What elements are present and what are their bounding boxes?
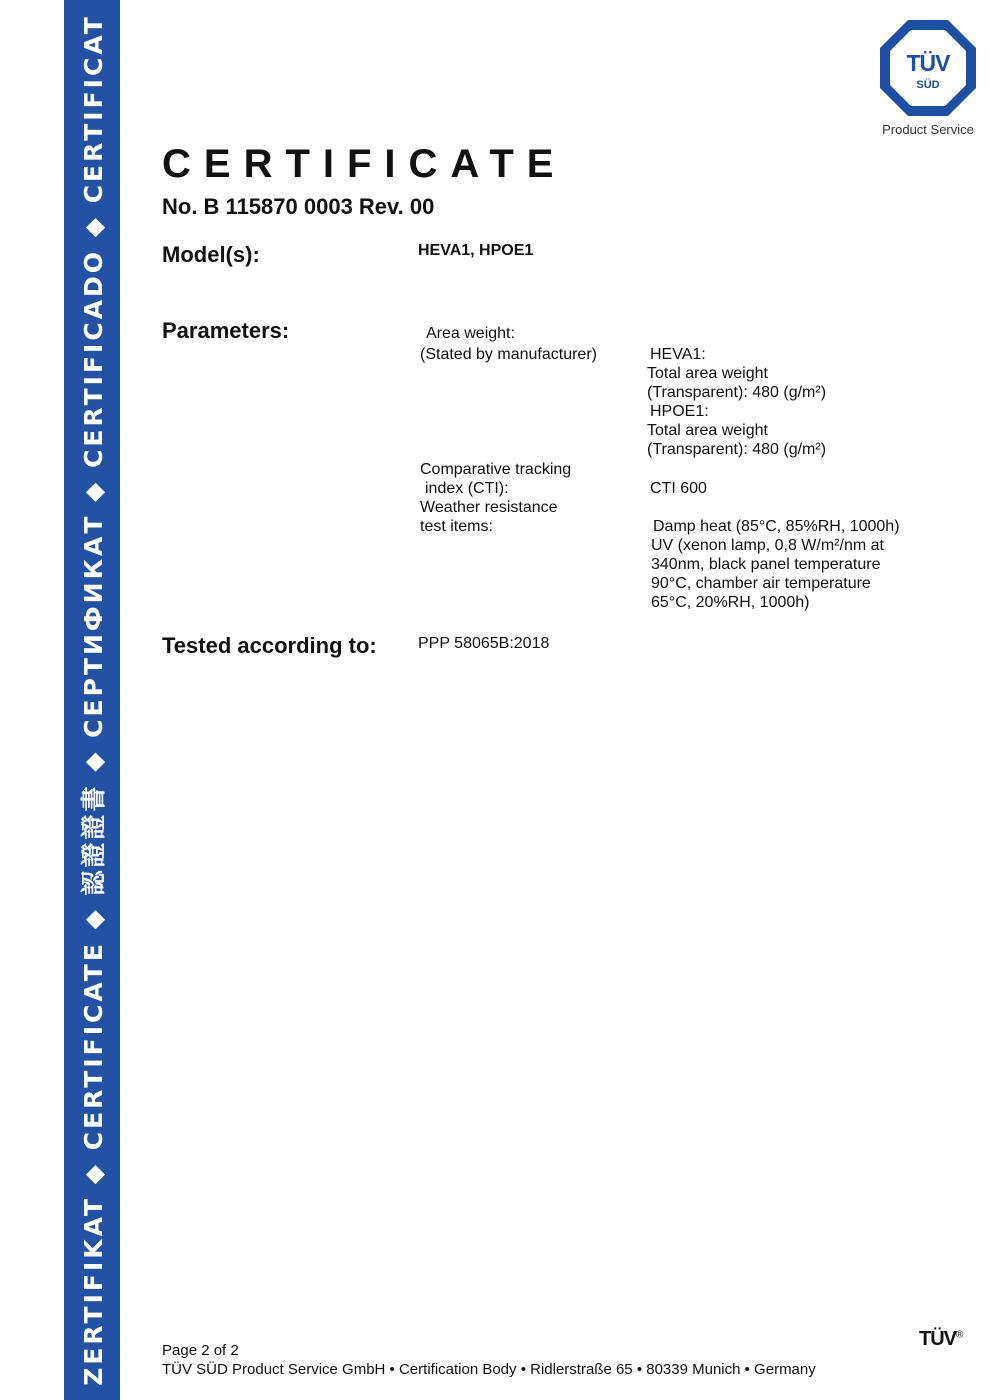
certificate-number: No. B 115870 0003 Rev. 00: [162, 194, 435, 219]
weather-value-line-2: UV (xenon lamp, 0,8 W/m²/nm at: [651, 537, 884, 554]
footer-tuv-mark: [919, 1328, 962, 1351]
weather-value-line-4: 90°C, chamber air temperature: [651, 575, 871, 592]
weather-label-line-2: test items:: [420, 518, 493, 535]
area-weight-value-line-3: (Transparent): 480 (g/m²): [647, 384, 827, 401]
logo-brand-text: TÜV: [906, 50, 950, 76]
page-number: Page 2 of 2: [162, 1342, 239, 1359]
area-weight-value-line-6: (Transparent): 480 (g/m²): [647, 441, 827, 458]
cti-label-line-2: index (CTI):: [425, 480, 509, 497]
area-weight-value-line-1: HEVA1:: [650, 346, 706, 363]
side-band-text: ZERTIFIKAT ◆ CERTIFICATE ◆ 認證證書 ◆ СЕРТИФИКАТ ◆ CERTIFICADO ◆ CERTIFICAT: [79, 14, 108, 1386]
logo-sub-text: SÜD: [916, 79, 940, 91]
tuv-sud-logo: [878, 18, 978, 118]
registered-mark: ®: [956, 1329, 963, 1341]
tested-label: Tested according to:: [162, 633, 377, 658]
area-weight-label-line-2: (Stated by manufacturer): [420, 346, 597, 363]
area-weight-value-line-2: Total area weight: [647, 365, 768, 382]
weather-value-line-5: 65°C, 20%RH, 1000h): [651, 594, 810, 611]
models-label: Model(s):: [162, 242, 260, 267]
certificate-side-band: [64, 0, 120, 1400]
cti-label-line-1: Comparative tracking: [420, 461, 572, 478]
area-weight-label-line-1: Area weight:: [426, 325, 515, 342]
area-weight-value-line-4: HPOE1:: [650, 403, 709, 420]
footer-address: TÜV SÜD Product Service GmbH • Certification Body • Ridlerstraße 65 • 80339 Munich • Germany: [162, 1361, 816, 1378]
area-weight-value-line-5: Total area weight: [647, 422, 768, 439]
page-title: CERTIFICATE: [162, 142, 567, 186]
footer-mark-text: TÜV: [919, 1328, 956, 1350]
parameters-label: Parameters:: [162, 318, 290, 343]
weather-value-line-1: Damp heat (85°C, 85%RH, 1000h): [653, 518, 900, 535]
cti-value: CTI 600: [650, 480, 707, 497]
tested-value: PPP 58065B:2018: [418, 635, 550, 652]
models-value: HEVA1, HPOE1: [418, 242, 534, 259]
weather-value-line-3: 340nm, black panel temperature: [651, 556, 881, 573]
logo-caption: Product Service: [882, 122, 974, 137]
weather-label-line-1: Weather resistance: [420, 499, 558, 516]
